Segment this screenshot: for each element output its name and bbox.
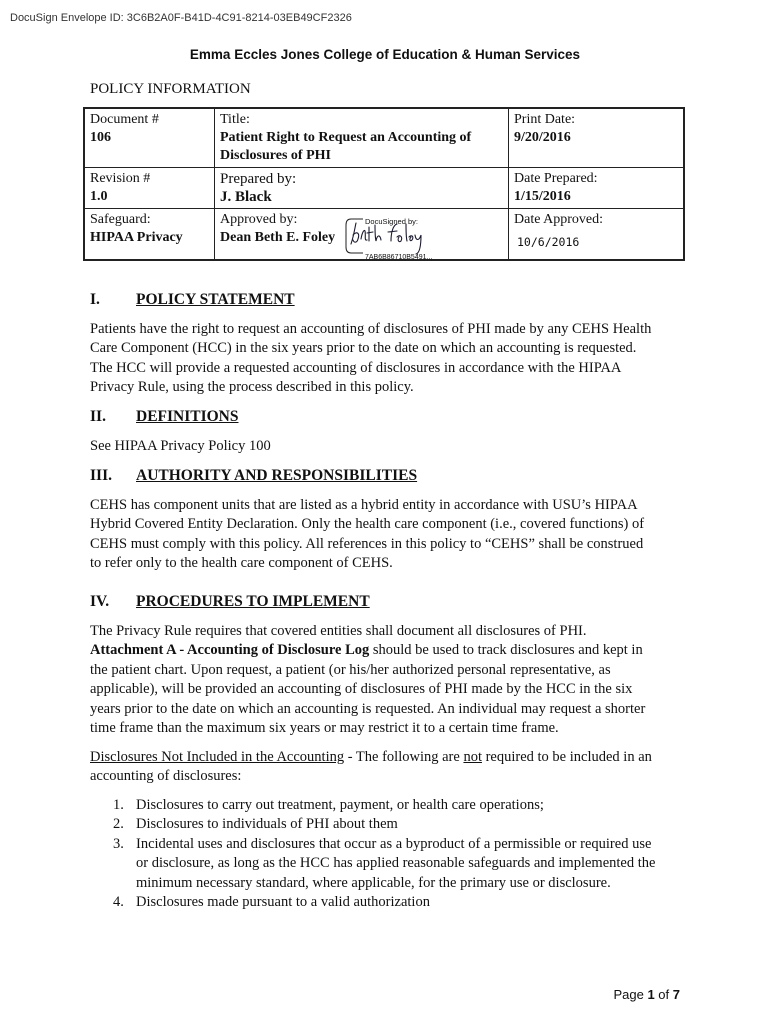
- paragraph-line: Patients have the right to request an accounting of disclosures of PHI made by any CEHS Health: [90, 321, 652, 337]
- title-cell: [215, 108, 509, 168]
- section-title: DEFINITIONS: [136, 408, 239, 425]
- table-row: [84, 108, 684, 168]
- list-number: 4.: [113, 894, 124, 911]
- paragraph-line: Care Component (HCC) in the six years prior to the date on which an accounting is requested.: [90, 340, 637, 357]
- section-heading-definitions: [90, 408, 239, 426]
- date-prepared-value: 1/15/2016: [514, 189, 571, 204]
- section-number: II.: [90, 408, 106, 425]
- list-item: [113, 796, 683, 815]
- college-name: Emma Eccles Jones College of Education & Human Services: [189, 47, 581, 62]
- approved-by-label: Approved by:: [220, 212, 298, 227]
- paragraph-line: applicable), will be provided an accounting of disclosures of PHI made by the HCC in the six: [90, 681, 633, 698]
- envelope-id: DocuSign Envelope ID: 3C6B2A0F-B41D-4C91-8214-03EB49CF2326: [10, 12, 352, 24]
- paragraph-line: the patient chart. Upon request, a patient (or his/her authorized personal representative, as: [90, 661, 611, 678]
- paragraph-line: accounting of disclosures:: [90, 768, 242, 785]
- section-title: POLICY STATEMENT: [136, 291, 295, 308]
- docusigned-label: DocuSigned by:: [365, 217, 418, 226]
- list-item: [113, 893, 683, 912]
- paragraph-line: time frame than the maximum six years or may restrict it to a certain time frame.: [90, 720, 559, 737]
- excluded-disclosures-list: [113, 796, 683, 912]
- page-total: 7: [672, 987, 680, 1002]
- paragraph-line: [90, 748, 690, 767]
- paragraph-line: See HIPAA Privacy Policy 100: [90, 438, 271, 454]
- definitions-paragraph: [90, 437, 690, 456]
- approved-by-value: Dean Beth E. Foley: [220, 230, 336, 245]
- policy-info-table: [83, 107, 685, 261]
- disclosures-not-included-paragraph: [90, 748, 690, 787]
- prepared-by-value: J. Black: [220, 189, 272, 205]
- prepared-by-cell: [215, 168, 509, 209]
- revision-value: 1.0: [90, 189, 108, 204]
- list-number: 3.: [113, 835, 124, 852]
- list-item: [113, 815, 683, 834]
- approved-by-cell: [215, 209, 509, 261]
- paragraph-line: years prior to the date on which an accounting is requested. An individual may request a shorter: [90, 700, 646, 717]
- table-row: [84, 209, 684, 261]
- date-prepared-label: Date Prepared:: [514, 171, 598, 186]
- paragraph-line: to refer only to the health care component of CEHS.: [90, 555, 393, 572]
- list-item-text: Incidental uses and disclosures that occur as a byproduct of a permissible or required use: [136, 835, 652, 852]
- paragraph-line: The Privacy Rule requires that covered entities shall document all disclosures of PHI.: [90, 623, 587, 639]
- prepared-by-label: Prepared by:: [220, 171, 297, 187]
- list-item-text: or disclosure, as long as the HCC has applied reasonable safeguards and implemented the: [136, 855, 656, 872]
- date-approved-cell: [509, 209, 685, 261]
- date-approved-label: Date Approved:: [514, 212, 604, 227]
- list-item-text: Disclosures to individuals of PHI about them: [136, 816, 398, 833]
- authority-paragraph: [90, 496, 690, 574]
- table-row: [84, 168, 684, 209]
- section-number: III.: [90, 467, 112, 484]
- print-date-label: Print Date:: [514, 112, 576, 127]
- list-item-text: Disclosures to carry out treatment, payment, or health care operations;: [136, 797, 544, 813]
- procedures-paragraph: [90, 622, 690, 738]
- title-label: Title:: [220, 112, 250, 127]
- paragraph-line: Privacy Rule, using the process described in this policy.: [90, 379, 414, 396]
- not-emphasis: not: [463, 749, 482, 765]
- page-footer: [613, 987, 680, 1002]
- list-item-text: Disclosures made pursuant to a valid authorization: [136, 894, 430, 911]
- revision-label: Revision #: [90, 171, 151, 186]
- document-label: Document #: [90, 112, 159, 127]
- paragraph-line: CEHS has component units that are listed as a hybrid entity in accordance with USU’s HIPAA: [90, 497, 638, 513]
- text-segment: - The following are: [344, 749, 464, 765]
- section-heading-authority: [90, 467, 417, 485]
- paragraph-line: Hybrid Covered Entity Declaration. Only the health care component (i.e., covered functions) of: [90, 516, 645, 533]
- section-number: IV.: [90, 593, 110, 610]
- paragraph-line-rest: should be used to track disclosures and kept in: [369, 642, 643, 659]
- print-date-cell: [509, 108, 685, 168]
- docusign-signature-block: [345, 213, 435, 261]
- policy-statement-paragraph: [90, 320, 690, 398]
- title-value-line-1: Patient Right to Request an Accounting of: [220, 130, 472, 145]
- page-number: 1: [647, 987, 655, 1002]
- section-title: PROCEDURES TO IMPLEMENT: [136, 593, 370, 610]
- policy-info-title: POLICY INFORMATION: [90, 81, 251, 97]
- of-word: of: [658, 987, 670, 1002]
- revision-cell: [84, 168, 215, 209]
- safeguard-value: HIPAA Privacy: [90, 230, 183, 245]
- section-heading-policy-statement: [90, 291, 295, 309]
- page-word: Page: [613, 987, 644, 1002]
- list-number: 1.: [113, 797, 124, 813]
- list-item-text: minimum necessary standard, where applicable, for the primary use or disclosure.: [136, 874, 611, 891]
- attachment-a-reference: Attachment A - Accounting of Disclosure Log: [90, 642, 370, 659]
- list-number: 2.: [113, 816, 124, 833]
- document-value: 106: [90, 130, 111, 145]
- date-approved-value: 10/6/2016: [517, 235, 580, 249]
- paragraph-line: [90, 641, 690, 660]
- paragraph-line: CEHS must comply with this policy. All references in this policy to “CEHS” shall be construed: [90, 535, 644, 552]
- safeguard-cell: [84, 209, 215, 261]
- section-title: AUTHORITY AND RESPONSIBILITIES: [136, 467, 418, 484]
- print-date-value: 9/20/2016: [514, 130, 571, 145]
- disclosures-not-included-heading: Disclosures Not Included in the Accounting: [90, 749, 345, 765]
- list-item: [113, 835, 683, 893]
- title-value-line-2: Disclosures of PHI: [220, 148, 331, 163]
- paragraph-line: The HCC will provide a requested accounting of disclosures in accordance with the HIPAA: [90, 359, 622, 376]
- safeguard-label: Safeguard:: [90, 212, 151, 227]
- signature-code: 7AB6B86710B5491...: [365, 254, 433, 261]
- document-cell: [84, 108, 215, 168]
- date-prepared-cell: [509, 168, 685, 209]
- section-number: I.: [90, 291, 100, 308]
- section-heading-procedures: [90, 593, 370, 611]
- text-segment: required to be included in an: [481, 749, 652, 765]
